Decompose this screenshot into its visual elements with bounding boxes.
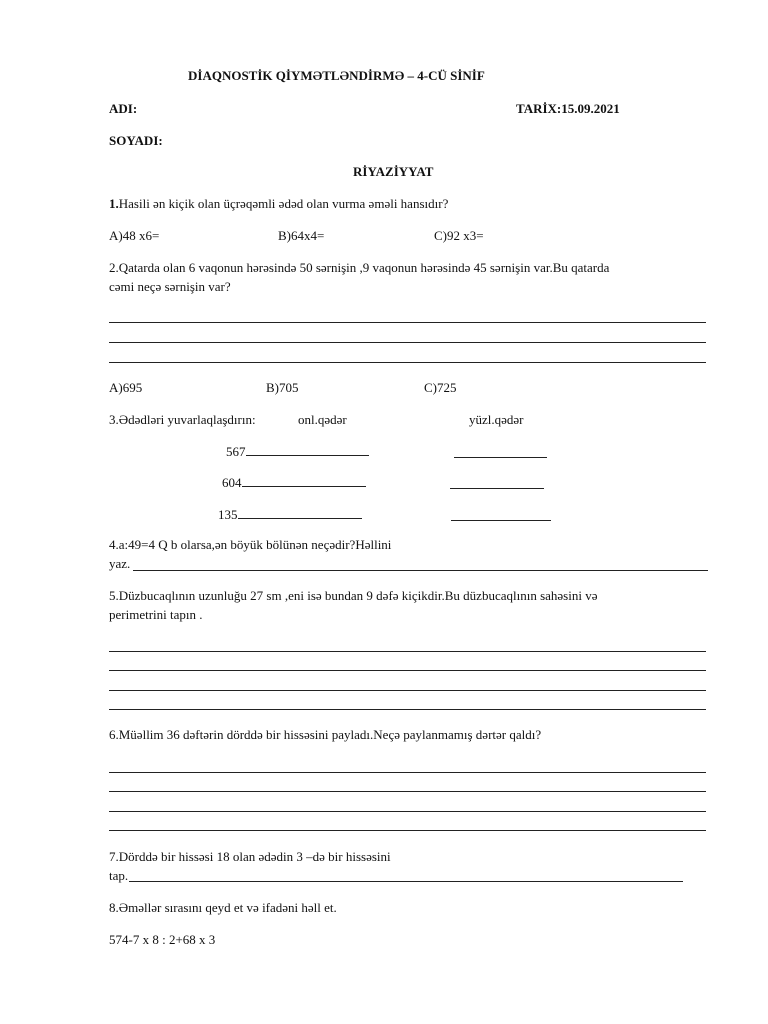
answer-blank [246, 443, 369, 456]
question-1-number: 1. [109, 196, 119, 211]
name-label: ADI: [109, 101, 138, 116]
question-3-row [226, 443, 369, 460]
answer-line [109, 811, 706, 812]
question-8-expression: 574-7 x 8 : 2+68 x 3 [109, 932, 216, 947]
question-3-row [218, 506, 362, 523]
question-4-line-1: 4.a:49=4 Q b olarsa,ən böyük bölünən neçədir?Həllini [109, 537, 392, 552]
question-1-option-c: C)92 x3= [434, 228, 484, 243]
question-2-line-1: 2.Qatarda olan 6 vaqonun hərəsində 50 sərnişin ,9 vaqonun hərəsində 45 sərnişin var.Bu qatarda [109, 260, 610, 275]
question-8-text: 8.Əməllər sırasını qeyd et və ifadəni həll et. [109, 900, 337, 915]
question-7-line-1: 7.Dörddə bir hissəsi 18 olan ədədin 3 –də bir hissəsini [109, 849, 391, 864]
answer-line [109, 670, 706, 671]
answer-blank [454, 457, 547, 458]
question-3-text: 3.Ədədləri yuvarlaqlaşdırın: [109, 412, 256, 427]
date-label: TARİX:15.09.2021 [516, 101, 620, 116]
question-2-option-c: C)725 [424, 380, 457, 395]
answer-line [109, 709, 706, 710]
question-3-number: 567 [226, 444, 246, 459]
answer-line [133, 570, 708, 571]
answer-line [109, 830, 706, 831]
question-1-text: Hasili ən kiçik olan üçrəqəmli ədəd olan vurma əməli hansıdır? [118, 196, 449, 211]
answer-line [109, 362, 706, 363]
page-title: DİAQNOSTİK QİYMƏTLƏNDİRMƏ – 4-CÜ SİNİF [188, 68, 485, 83]
question-2-option-a: A)695 [109, 380, 143, 395]
question-3-column-hundreds: yüzl.qədər [469, 412, 524, 427]
question-2-option-b: B)705 [266, 380, 299, 395]
question-7-line-2: tap. [109, 868, 129, 883]
question-3-row [222, 474, 366, 491]
surname-label: SOYADI: [109, 133, 163, 148]
answer-line [109, 690, 706, 691]
question-3-number: 604 [222, 475, 242, 490]
subject-title: RİYAZİYYAT [353, 164, 434, 179]
question-3-number: 135 [218, 507, 238, 522]
question-4-line-2: yaz. [109, 556, 131, 571]
answer-blank [451, 520, 551, 521]
question-5-line-2: perimetrini tapın . [109, 607, 203, 622]
answer-blank [238, 506, 362, 519]
answer-line [109, 791, 706, 792]
question-1 [109, 196, 448, 212]
question-5-line-1: 5.Düzbucaqlının uzunluğu 27 sm ,eni isə bundan 9 dəfə kiçikdir.Bu düzbucaqlının sahəsini və [109, 588, 598, 603]
question-2-line-2: cəmi neçə sərnişin var? [109, 279, 231, 294]
answer-blank [242, 474, 366, 487]
question-3-column-tens: onl.qədər [298, 412, 347, 427]
answer-line [129, 881, 683, 882]
question-1-option-b: B)64x4= [278, 228, 325, 243]
question-6-text: 6.Müəllim 36 dəftərin dörddə bir hissəsini payladı.Neçə paylanmamış dərtər qaldı? [109, 727, 542, 742]
answer-blank [450, 488, 544, 489]
answer-line [109, 322, 706, 323]
answer-line [109, 342, 706, 343]
answer-line [109, 772, 706, 773]
question-1-option-a: A)48 x6= [109, 228, 160, 243]
answer-line [109, 651, 706, 652]
